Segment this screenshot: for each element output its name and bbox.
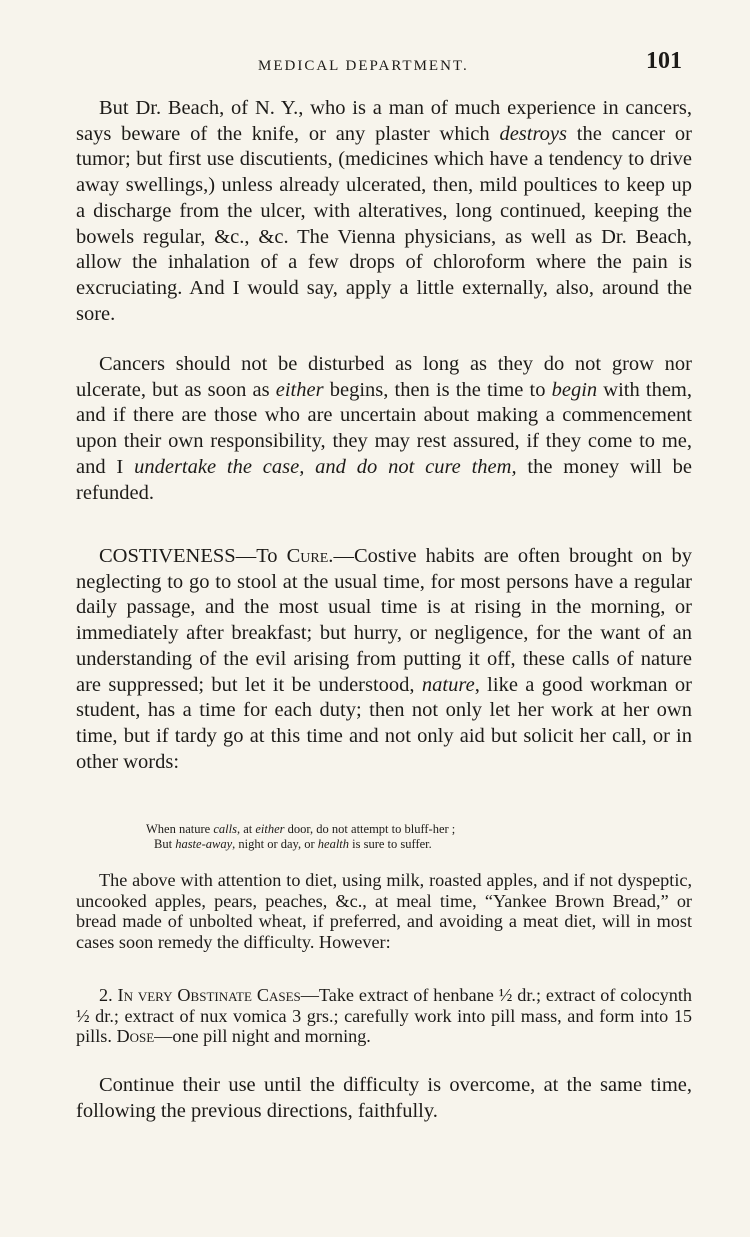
- text-run: with them, and if there are those who are uncertain about making a commencement upon their own responsibility, they may rest assured, if they come to me, and I: [76, 378, 692, 478]
- cancer-paragraph-2: [76, 352, 692, 506]
- text-run: the cancer or tumor; but first use discutients, (medicines which have a tendency to drive away swellings,) unless already ulcerated, then, mild poultices to keep up a discharge from the ulcer, with alteratives, long continued, keeping the bowels regular, &c., &c. The Vienna physicians, as well as Dr. Beach, allow the inhalation of a few drops of chloroform where the pain is excruciating. And I would say, apply a little externally, also, around the sore.: [76, 122, 692, 325]
- text-run: the money will be refunded.: [76, 455, 692, 504]
- diet-text: The above with attention to diet, using milk, roasted apples, and if not dyspeptic, uncooked apples, pears, peaches, &c., at meal time, “Yankee Brown Bread,” or bread made of unbolted wheat, if preferred, and avoiding a meat diet, will in most cases soon remedy the difficulty. However:: [76, 870, 692, 952]
- verse-line-1: When nature calls, at either door, do not attempt to bluff-her ;: [146, 822, 456, 836]
- running-head: [78, 48, 690, 84]
- text-run: —one pill night and morning.: [154, 1026, 371, 1047]
- text-run: But Dr. Beach, of N. Y., who is a man of much experience in cancers, says beware of the knife, or any plaster which: [76, 97, 692, 145]
- item-number: 2.: [99, 985, 118, 1005]
- running-title: MEDICAL DEPARTMENT.: [258, 58, 469, 74]
- text-run: —Costive habits are often brought on by neglecting to go to stool at the usual time, for most persons have a regular daily passage, and the most usual time is at rising in the morning, or immediately after breakfast; but hurry, or negligence, for the want of an understanding of the evil arising from putting it off, these calls of nature are suppressed; but let it be understood,: [76, 545, 692, 696]
- section-heading: COSTIVENESS: [99, 545, 236, 567]
- italic-text: begin: [551, 378, 598, 401]
- text-run: , like a good workman or student, has a time for each duty; then not only let her work at her own time, but if tardy go at this time and not only aid but solicit her call, or in other words:: [76, 673, 693, 773]
- subheading: Cure.: [286, 545, 334, 567]
- diet-paragraph: [76, 870, 692, 952]
- page-number: 101: [646, 48, 682, 74]
- italic-text: either: [275, 378, 324, 401]
- costiveness-section: [76, 544, 692, 775]
- dose-label: Dose: [116, 1026, 155, 1047]
- final-paragraph: [76, 1073, 692, 1124]
- text-run: —To: [235, 545, 287, 567]
- italic-text: destroys: [499, 122, 568, 145]
- italic-text: nature: [421, 673, 475, 696]
- cancer-paragraph-1: [76, 96, 692, 327]
- final-text: Continue their use until the difficulty is overcome, at the same time, following the previous directions, faithfully.: [76, 1074, 692, 1122]
- obstinate-cases-paragraph: [76, 985, 692, 1047]
- verse-line-2: But haste-away, night or day, or health is sure to suffer.: [154, 837, 432, 851]
- italic-text: undertake the case, and do not cure them,: [134, 455, 517, 478]
- verse-block: [76, 822, 692, 852]
- text-run: —Take extract of henbane ½ dr.; extract of colocynth ½ dr.; extract of nux vomica 3 grs.; carefully work into pill mass, and form into 15 pills.: [76, 985, 692, 1047]
- subheading: In very Obstinate Cases: [117, 985, 301, 1005]
- text-run: begins, then is the time to: [323, 378, 552, 401]
- text-run: Cancers should not be disturbed as long as they do not grow nor ulcerate, but as soon as: [76, 353, 692, 401]
